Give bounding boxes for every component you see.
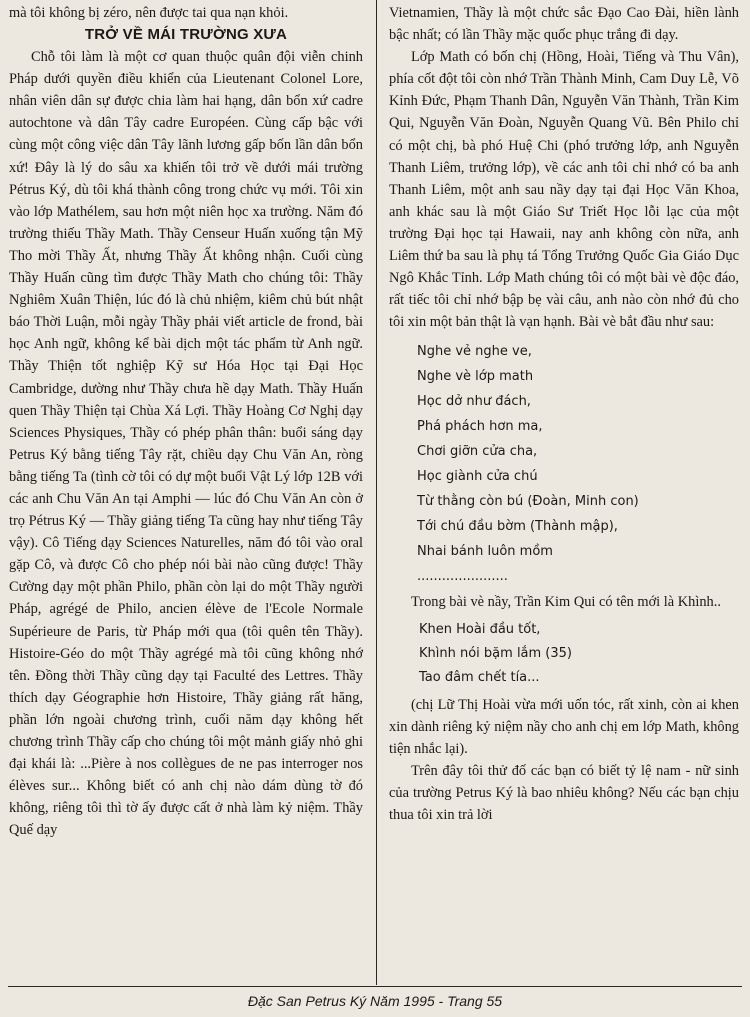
poem-line: Học giành cửa chú — [417, 469, 538, 485]
right-paragraph-continuation: Vietnamien, Thầy là một chức sắc Đạo Cao Đài, hiền lành bậc nhất; có lần Thầy mặc quốc phục trắng đi dạy. — [389, 5, 739, 44]
left-paragraph-continuation: mà tôi không bị zéro, nên được tai qua nạn khỏi. — [9, 5, 289, 21]
column-divider — [376, 0, 377, 985]
right-paragraph-khinh: Trong bài vè nầy, Trần Kim Qui có tên mới là Khình.. — [411, 594, 721, 611]
right-paragraph-question: Trên đây tôi thử đố các bạn có biết tỷ lệ nam - nữ sinh của trường Petrus Ký là bao nhiêu không? Nếu các bạn chịu thua tôi xin trả lời — [389, 762, 739, 823]
poem-line: Tao đâm chết tía... — [419, 669, 540, 685]
right-column — [389, 2, 739, 826]
right-paragraph-note: (chị Lữ Thị Hoài vừa mới uốn tóc, rất xinh, còn ai khen xin dành riêng kỷ niệm nầy cho anh chị em lớp Math, không tiện nhắc lại). — [389, 696, 739, 757]
section-heading: TRỞ VỀ MÁI TRƯỜNG XƯA — [84, 26, 288, 44]
poem-line: Phá phách hơn ma, — [417, 419, 543, 435]
poem-line: Từ thằng còn bú (Đoàn, Minh con) — [417, 494, 639, 510]
poem-line: Nghe vè lớp math — [417, 369, 534, 385]
poem-verse — [417, 333, 739, 591]
left-paragraph-main: Chỗ tôi làm là một cơ quan thuộc quân đội viễn chinh Pháp dưới quyền điều khiển của Lieutenant Colonel Lore, nhân viên dân sự được chia làm hai hạng, dân bổn xứ cadre autochtone và dân Tây cadre Européen. Cùng cấp bậc với cùng một công việc dân Tây lãnh lương gấp bốn lần dân bổn xứ! Đây là lý do sâu xa khiến tôi trở về dưới mái trường Pétrus Ký, dù tôi khá thành công trong chức vụ mới. Tôi xin vào lớp Mathélem, sau hơn một niên học xa trường. Năm đó trường thiếu Thầy Math. Thầy Censeur Huấn xuống tận Mỹ Tho mời Thầy Ất, nhưng Thầy Ất không nhận. Cuối cùng Thầy Huấn cũng tìm được Thầy Math cho chúng tôi: Thầy Nghiêm Xuân Thiện, lúc đó là chủ nhiệm, kiêm chủ bút nhật báo Thời Luận, mỗi ngày Thầy phải viết article de frond, bài học Anh ngữ, không kể bài dịch một tác phẩm từ Anh ngữ. Thầy Thiện tốt nghiệp Kỹ sư Hóa Học tại Đại Học Cambridge, dường như Thầy chưa hề dạy Math. Thầy Huấn quen Thầy Thiện tại Chùa Xá Lợi. Thầy Hoàng Cơ Nghị dạy Sciences Physiques, Thầy có phép phân thân: buổi sáng dạy Petrus Ký bằng tiếng Tây rặt, chiều dạy Chu Văn An, ròng bằng tiếng Ta (tình cờ tôi có dự một buổi Vật Lý lớp 12B với các anh Chu Văn An tại Amphi — lúc đó Chu Văn An còn ở trọ Pétrus Ký — Thầy giảng tiếng Ta cũng hay như tiếng Tây vậy). Cô Tiếng dạy Sciences Naturelles, năm đó tôi vào oral gặp Cô, và được Cô cho phép nói bài nào cũng được! Thầy Cường dạy một phần Philo, phần còn lại do một Thầy người Pháp, agrégé de Philo, ancien élève de l'Ecole Normale Supérieure de Paris, từ Pháp mới qua (tôi quên tên Thầy). Histoire-Géo do một Thầy agrégé mà tôi cũng không nhớ tên. Đồng thời Thầy cũng dạy tại Faculté des Lettres. Thầy thích dạy Géographie hơn Histoire, Thầy giảng rất hăng, phần lớn ngoài chương trình, cuối năm dạy không hết chương trình Thầy cấp cho chúng tôi một mảnh giấy nhỏ ghi đại khái là: ...Pière à nos collègues de ne pas interroger nos élèves sur... Không biết có anh chị nào dám dùng tờ đó không, riêng tôi thì tờ ấy được cất ở nhà làm kỷ niệm. Thầy Quế dạy — [9, 49, 363, 839]
poem-line: Tới chú đầu bờm (Thành mập), — [417, 519, 618, 535]
right-paragraph-class-list: Lớp Math có bốn chị (Hồng, Hoài, Tiếng và Thu Vân), phía cốt đột tôi còn nhớ Trần Thành Minh, Cam Duy Lễ, Võ Kỉnh Đức, Phạm Thanh Dân, Nguyễn Văn Thành, Trần Kim Qui, Nguyễn Văn Đoàn, Nguyễn Quang Vũ. Bên Philo chỉ có một chị, bà phó Huệ Chi (phó trưởng lớp, anh Nguyễn Thanh Liêm, trưởng lớp), về các anh tôi chỉ nhớ có ba anh Thanh Liêm, một anh sau nầy dạy tại đại Học Văn Khoa, anh khác sau là một Giáo Sư Triết Học lỗi lạc của một trường Đại học tại Hawaii, nay anh không còn nữa, anh Liêm thứ ba sau là phụ tá Tổng Trưởng Quốc Gia Giáo Dục Ngô Khắc Tỉnh. Lớp Math chúng tôi có một bài vè độc đáo, rất tiếc tôi chỉ nhớ bập bẹ vài câu, anh nào còn nhớ đủ cho tôi xin một bản thật là vạn hạnh. Bài vè bắt đầu như sau: — [389, 49, 739, 331]
poem-line: Chơi giỡn cửa cha, — [417, 444, 538, 460]
poem-line: Khen Hoài đầu tốt, — [419, 621, 541, 637]
page-footer: Đặc San Petrus Ký Năm 1995 - Trang 55 — [247, 993, 503, 1009]
left-column — [9, 2, 363, 841]
poem-line: Nghe vẻ nghe ve, — [417, 344, 532, 360]
poem-line: Nhai bánh luôn mồm — [417, 544, 553, 560]
poem-verse-2 — [419, 614, 739, 694]
poem-ellipsis: ...................... — [417, 569, 508, 585]
footer-rule — [8, 986, 742, 987]
poem-line: Khình nói bặm lắm (35) — [419, 645, 572, 661]
poem-line: Học dở như đách, — [417, 394, 531, 410]
